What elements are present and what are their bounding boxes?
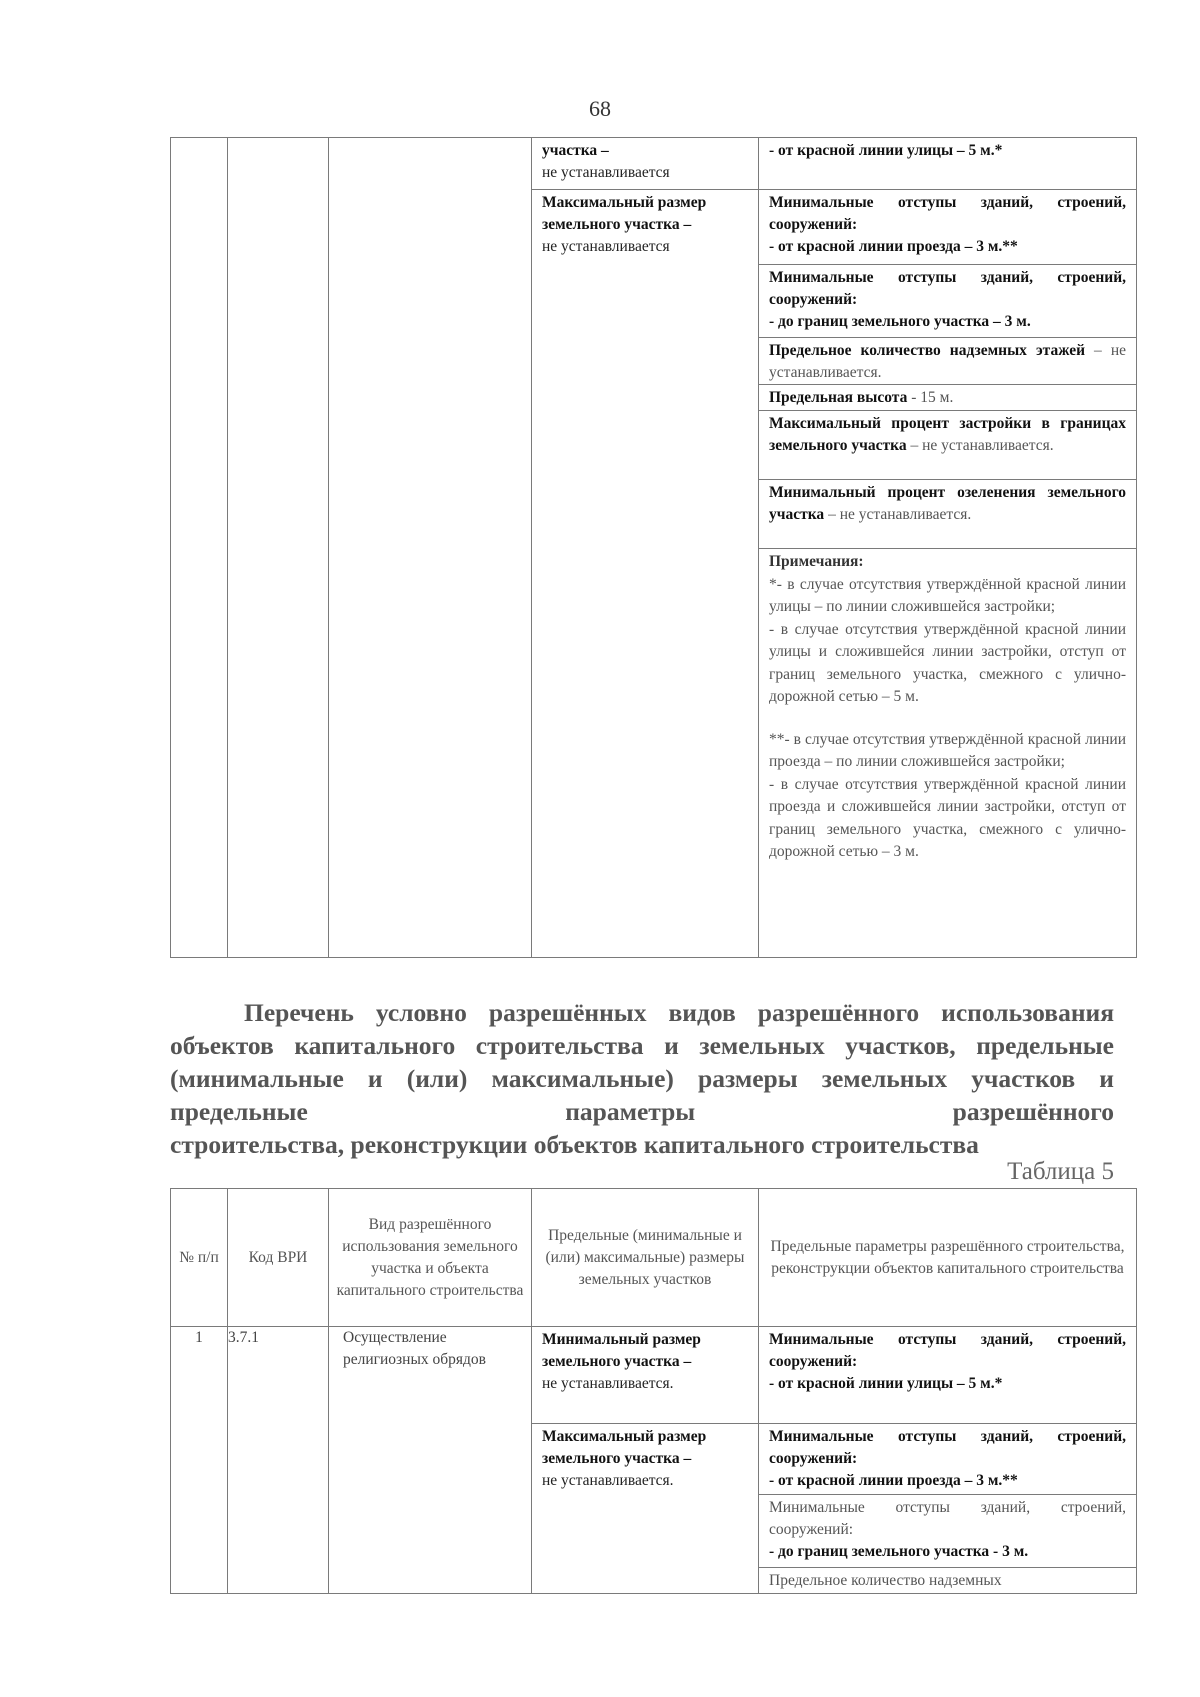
min-size-cell [532, 1327, 759, 1424]
heading-line-last: строительства, реконструкции объектов капитального строительства [170, 1130, 979, 1159]
param-text: - до границ земельного участка - 3 м. [769, 1543, 1029, 1560]
row-type: Осуществление религиозных обрядов [329, 1327, 532, 1594]
notes-title: Примечания: [769, 553, 864, 570]
param-text: - до границ земельного участка – 3 м. [769, 313, 1031, 330]
max-size-normal: не устанавливается. [542, 1472, 674, 1489]
table-label: Таблица 5 [1007, 1158, 1114, 1185]
header-params: Предельные параметры разрешённого строительства, реконструкции объектов капитального строительства [759, 1189, 1137, 1327]
type-cell [329, 138, 532, 958]
param-text: – не устанавливается. [906, 437, 1054, 454]
note-paragraph: *- в случае отсутствия утверждённой красной линии улицы – по линии сложившейся застройки; [769, 575, 1126, 615]
header-sizes: Предельные (минимальные и (или) максимальные) размеры земельных участков [532, 1189, 759, 1327]
header-num: № п/п [171, 1189, 228, 1327]
min-size-cell [532, 138, 759, 190]
header-code: Код ВРИ [228, 1189, 329, 1327]
continuation-table [170, 137, 1137, 958]
min-size-bold: участка – [542, 142, 609, 159]
max-size-bold: Максимальный размер земельного участка – [542, 1428, 707, 1467]
param-text: – не устанавливается. [824, 506, 972, 523]
section-heading [170, 996, 1114, 1161]
min-size-bold: Минимальный размер земельного участка – [542, 1331, 701, 1370]
param-text: – не устанавливается. [769, 342, 1126, 381]
page-number: 68 [589, 96, 611, 121]
table-5 [170, 1188, 1137, 1594]
notes-block [759, 549, 1136, 957]
param-bold: Предельное количество надземных этажей [769, 342, 1086, 359]
param-cell [759, 138, 1137, 190]
param-bold: Минимальные отступы зданий, строений, сооружений: [769, 1428, 1126, 1467]
param-bold: Минимальные отступы зданий, строений, сооружений: [769, 269, 1126, 308]
param-stack-cell [759, 1495, 1137, 1594]
max-size-cell [532, 1424, 759, 1594]
param-bold: Максимальный процент застройки в границах земельного участка [769, 415, 1126, 454]
heading-line: Перечень условно разрешённых видов разрешённого использования объектов капитального строительства и земельных участков, предельные (минимальные и (или) максимальные) размеры земельных участков и предельные параметры разрешённого [170, 998, 1114, 1126]
param-bold: Предельное количество надземных [769, 1572, 1002, 1589]
max-size-bold: Максимальный размер земельного участка – [542, 194, 707, 233]
param-bold: Минимальные отступы зданий, строений, сооружений: [769, 1331, 1126, 1370]
param-stack-cell [759, 265, 1137, 958]
param-cell [759, 1424, 1137, 1495]
note-paragraph: - в случае отсутствия утверждённой красной линии улицы и сложившейся линии застройки, отступ от границ земельного участка, смежного с улично-дорожной сетью – 5 м. [769, 620, 1126, 705]
param-text: - от красной линии проезда – 3 м.** [769, 1472, 1018, 1489]
header-type: Вид разрешённого использования земельного участка и объекта капитального строительства [329, 1189, 532, 1327]
row-num: 1 [171, 1327, 228, 1594]
param-bold: Минимальные отступы зданий, строений, сооружений: [769, 1499, 1126, 1538]
code-cell [228, 138, 329, 958]
row-code: 3.7.1 [228, 1327, 329, 1594]
param-text: - от красной линии улицы – 5 м.* [769, 1375, 1003, 1392]
param-cell [759, 1327, 1137, 1424]
min-size-normal: не устанавливается [542, 164, 670, 181]
param-cell [759, 190, 1137, 265]
note-paragraph: **- в случае отсутствия утверждённой красной линии проезда – по линии сложившейся застройки; [769, 730, 1126, 770]
max-size-normal: не устанавливается [542, 238, 670, 255]
note-paragraph: - в случае отсутствия утверждённой красной линии проезда и сложившейся линии застройки, отступ от границ земельного участка, смежного с улично-дорожной сетью – 3 м. [769, 775, 1126, 860]
max-size-cell [532, 190, 759, 958]
param-text: - 15 м. [907, 389, 954, 406]
param-bold: Минимальные отступы зданий, строений, сооружений: [769, 194, 1126, 233]
min-size-normal: не устанавливается. [542, 1375, 674, 1392]
param-bold: Предельная высота [769, 389, 908, 406]
param-text: - от красной линии улицы – 5 м.* [769, 142, 1003, 159]
param-text: - от красной линии проезда – 3 м.** [769, 238, 1018, 255]
num-cell [171, 138, 228, 958]
param-bold: Минимальный процент озеленения земельного участка [769, 484, 1126, 523]
